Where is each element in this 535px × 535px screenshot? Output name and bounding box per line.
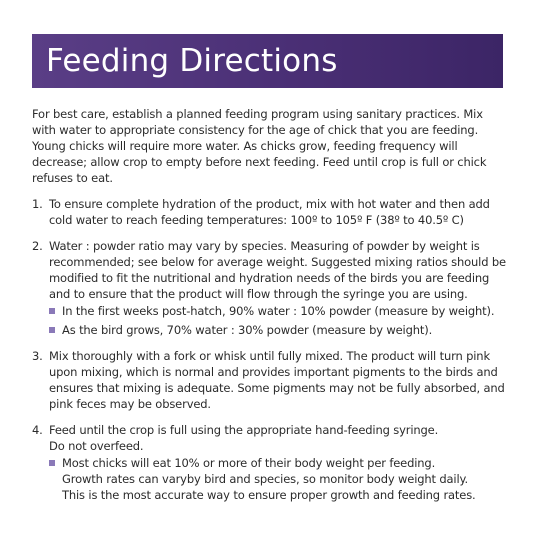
step-bullets <box>49 303 506 338</box>
bullet-item <box>49 303 506 319</box>
bullet-text-line: Most chicks will eat 10% or more of their body weight per feeding. <box>62 456 436 470</box>
step-item <box>32 238 506 338</box>
step-number: 4. <box>32 423 43 437</box>
square-bullet-icon <box>49 460 55 466</box>
square-bullet-icon <box>49 308 55 314</box>
step-item <box>32 348 506 412</box>
step-text: Mix thoroughly with a fork or whisk until fully mixed. The product will turn pink upon mixing, which is normal and provides important pigments to the birds and ensures that mixing is adequate. Some pigments may not be fully absorbed, and pink feces may be observed. <box>49 349 505 411</box>
step-text: To ensure complete hydration of the product, mix with hot water and then add cold water to reach feeding temperatures: 100º to 105º F (38º to 40.5º C) <box>49 197 490 227</box>
step-text-line: Feed until the crop is full using the appropriate hand-feeding syringe. <box>49 423 439 437</box>
step-text: Water : powder ratio may vary by species. Measuring of powder by weight is recommended; see below for average weight. Suggested mixing ratios should be modified to fit the nutritional and hydration needs of the birds you are feeding and to ensure that the product will flow through the syringe you are using. <box>49 239 506 301</box>
bullet-text-line: This is the most accurate way to ensure proper growth and feeding rates. <box>62 488 476 502</box>
bullet-item <box>49 455 506 503</box>
bullet-text-line: Growth rates can varyby bird and species, so monitor body weight daily. <box>62 472 469 486</box>
bullet-item <box>49 322 506 338</box>
step-number: 3. <box>32 349 43 363</box>
step-number: 2. <box>32 239 43 253</box>
step-bullets <box>49 455 506 503</box>
intro-paragraph: For best care, establish a planned feeding program using sanitary practices. Mix with water to appropriate consistency for the age of chick that you are feeding. Young chicks will require more water. As chicks grow, feeding frequency will decrease; allow crop to empty before next feeding. Feed until crop is full or chick refuses to eat. <box>32 107 487 185</box>
feeding-directions-body <box>32 106 506 513</box>
step-item <box>32 422 506 503</box>
steps-list <box>32 196 506 503</box>
bullet-text: In the first weeks post-hatch, 90% water : 10% powder (measure by weight). <box>62 304 495 318</box>
title-banner <box>32 34 503 88</box>
square-bullet-icon <box>49 327 55 333</box>
step-item <box>32 196 506 228</box>
step-text-line: Do not overfeed. <box>49 439 144 453</box>
bullet-text: As the bird grows, 70% water : 30% powder (measure by weight). <box>62 323 433 337</box>
step-number: 1. <box>32 197 43 211</box>
page-title: Feeding Directions <box>46 43 338 79</box>
